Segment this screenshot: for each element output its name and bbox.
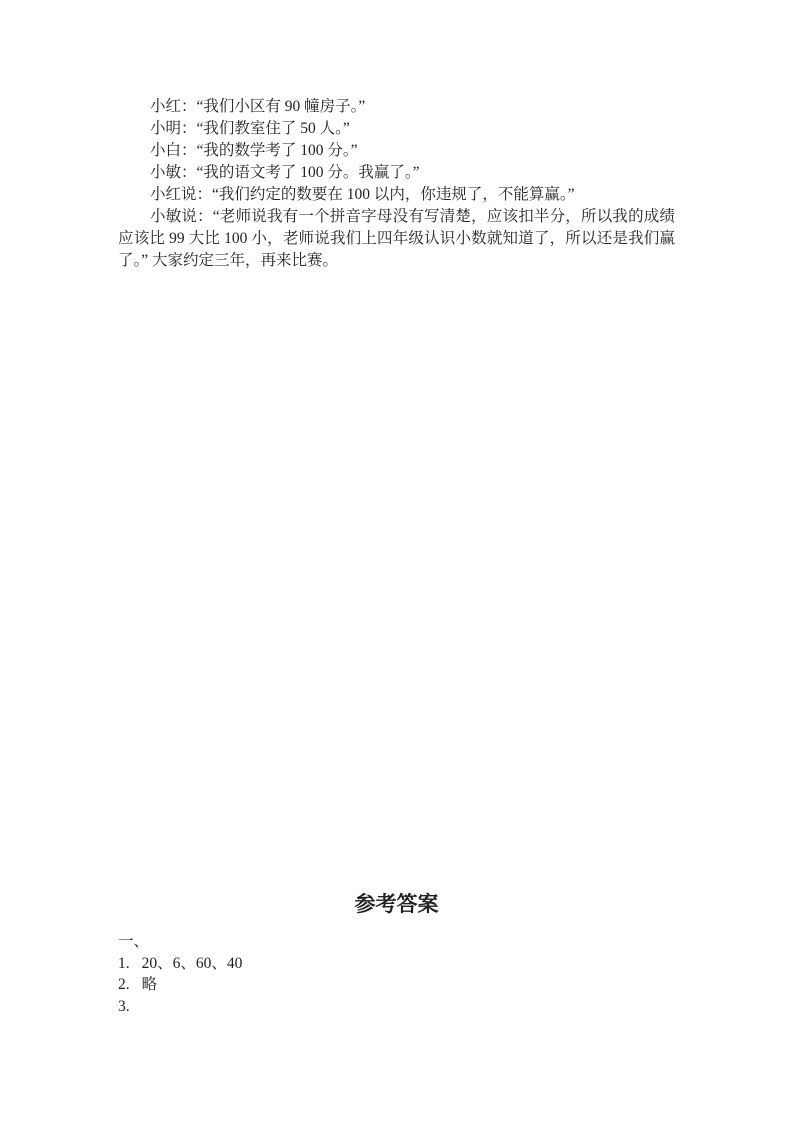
answer-section — [118, 891, 675, 1017]
answer-item-3 — [118, 996, 675, 1018]
answer-text: 20、6、60、40 — [141, 954, 243, 972]
answer-item-1 — [118, 953, 675, 975]
dialogue-line-xiaomin: 小敏：“我的语文考了 100 分。我赢了。” — [150, 164, 420, 181]
dialogue-line-xiaoming: 小明：“我们教室住了 50 人。” — [150, 120, 350, 137]
dialogue-line-xiaomin-reply: 小敏说：“老师说我有一个拼音字母没有写清楚，应该扣半分，所以我的成绩应该比 99 大比 100 小，老师说我们上四年级认识小数就知道了，所以还是我们赢了。” 大家约定三年，再来比赛。 — [118, 208, 675, 269]
answer-item-2 — [118, 974, 675, 996]
dialogue-line-xiaobai: 小白：“我的数学考了 100 分。” — [150, 142, 358, 159]
answer-number: 2. — [118, 976, 130, 993]
dialogue-section — [118, 96, 675, 272]
answer-heading: 参考答案 — [354, 892, 439, 916]
answer-part-label: 一、 — [118, 933, 150, 950]
dialogue-line-xiaohong-reply: 小红说：“我们约定的数要在 100 以内，你违规了，不能算赢。” — [150, 186, 575, 203]
answer-number: 3. — [118, 997, 130, 1015]
answer-list — [118, 931, 675, 1017]
answer-text: 略 — [141, 976, 158, 993]
dialogue-line-xiaohong: 小红：“我们小区有 90 幢房子。” — [150, 98, 366, 115]
answer-number: 1. — [118, 954, 130, 972]
